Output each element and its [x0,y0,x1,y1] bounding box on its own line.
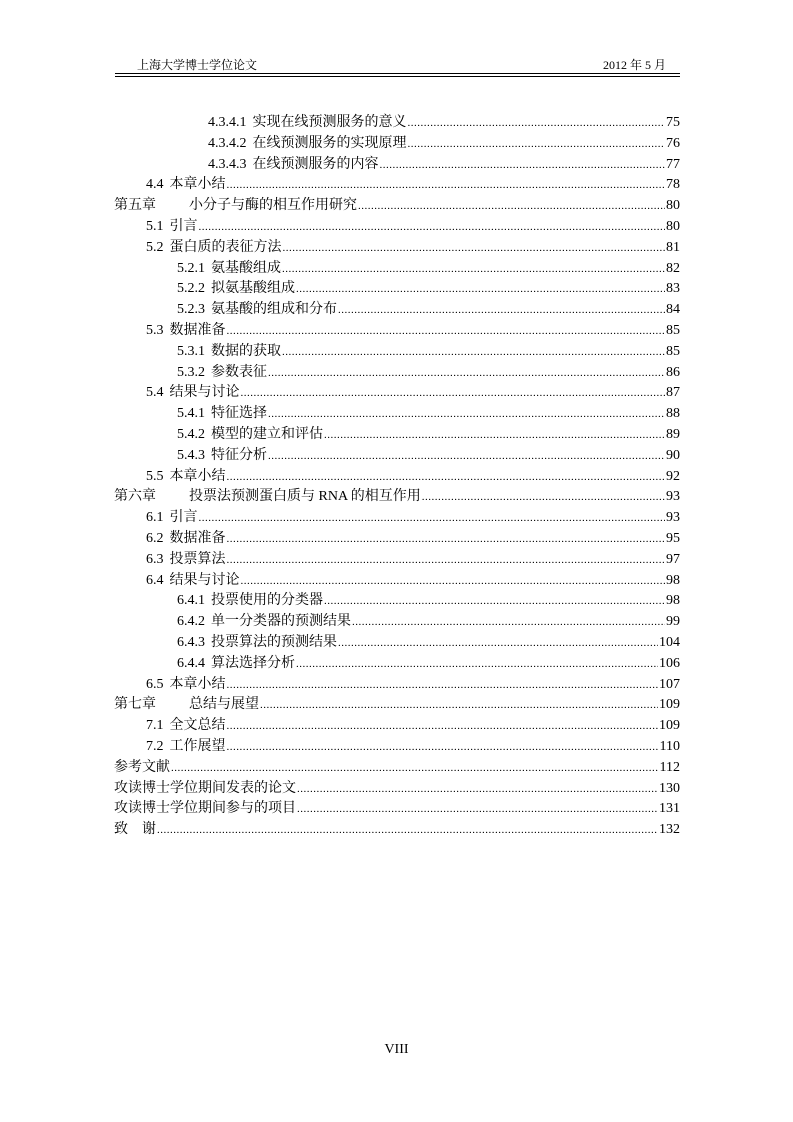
toc-entry-number: 6.1 [146,510,164,526]
toc-entry[interactable] [114,799,680,820]
toc-entry-number: 7.1 [146,718,164,734]
toc-entry-title: 实现在线预测服务的意义 [252,115,407,130]
toc-entry-title: 特征选择 [211,406,267,422]
toc-entry-number: 5.2.3 [177,302,205,318]
toc-entry-page: 75 [666,115,680,130]
toc-entry-title: 氨基酸的组成和分布 [211,302,337,318]
toc-entry-title: 蛋白质的表征方法 [169,239,282,255]
toc-entry-number: 5.5 [146,468,164,484]
toc-entry-number: 6.4 [146,572,164,588]
toc-leader-dots [227,529,666,550]
toc-leader-dots [227,321,666,342]
toc-leader-dots [380,155,666,176]
toc-leader-dots [324,591,665,612]
toc-entry[interactable] [114,716,680,737]
toc-entry-title: 投票使用的分类器 [211,593,323,609]
toc-entry[interactable] [114,591,680,612]
toc-entry[interactable] [114,175,680,196]
toc-entry-title: 引言 [169,510,198,526]
toc-entry-title: 小分子与酶的相互作用研究 [189,198,357,214]
toc-entry-page: 132 [659,822,680,838]
toc-entry-page: 106 [659,655,680,671]
toc-entry-number: 7.2 [146,738,164,754]
toc-entry-page: 85 [666,322,680,338]
toc-leader-dots [296,654,658,675]
toc-entry-title: 结果与讨论 [169,572,240,588]
toc-leader-dots [268,404,665,425]
toc-entry-title: 投票法预测蛋白质与 RNA 的相互作用 [189,489,421,505]
toc-entry-page: 110 [659,738,680,754]
toc-entry-title: 攻读博士学位期间发表的论文 [114,780,296,796]
toc-leader-dots [268,363,665,384]
toc-entry-title: 引言 [169,218,198,234]
toc-entry-number: 5.4 [146,385,164,401]
toc-entry[interactable] [114,321,680,342]
toc-entry-title: 总结与展望 [189,697,259,713]
toc-entry-number: 5.3 [146,322,164,338]
toc-entry[interactable] [114,383,680,404]
page-number: VIII [384,1042,409,1057]
toc-entry-page: 93 [666,510,680,526]
toc-entry-page: 77 [666,156,680,172]
toc-entry-page: 130 [659,780,680,796]
toc-leader-dots [408,134,666,155]
toc-leader-dots [241,571,666,592]
toc-leader-dots [408,113,666,134]
toc-entry-number: 4.4 [146,177,164,193]
toc-leader-dots [227,716,659,737]
toc-entry-number: 5.4.2 [177,426,205,442]
toc-entry-title: 投票算法的预测结果 [211,634,337,650]
toc-entry-title: 本章小结 [169,177,226,193]
toc-entry-number: 6.3 [146,551,164,567]
toc-entry-title: 本章小结 [169,468,226,484]
toc-entry[interactable] [114,737,680,758]
toc-entry-page: 109 [659,697,680,713]
toc-entry[interactable] [114,425,680,446]
toc-leader-dots [199,217,666,238]
toc-leader-dots [297,799,658,820]
toc-entry-title: 投票算法 [169,551,226,567]
toc-entry[interactable] [114,279,680,300]
header-rule-thin [115,76,680,77]
table-of-contents [114,113,680,841]
toc-leader-dots [338,300,665,321]
toc-entry-title: 模型的建立和评估 [211,426,323,442]
toc-entry-title: 氨基酸组成 [211,260,281,276]
toc-entry-title: 工作展望 [169,738,226,754]
toc-entry-page: 89 [666,426,680,442]
toc-entry[interactable] [114,487,680,508]
toc-leader-dots [422,487,665,508]
toc-entry[interactable] [114,550,680,571]
toc-entry[interactable] [114,238,680,259]
header-rule-thick [115,73,680,74]
toc-entry-title: 攻读博士学位期间参与的项目 [114,801,296,817]
toc-entry[interactable] [114,217,680,238]
toc-entry-title: 在线预测服务的内容 [252,156,379,172]
toc-entry-number: 5.3.1 [177,343,205,359]
toc-entry-number: 4.3.4.3 [208,156,247,172]
toc-entry[interactable] [114,363,680,384]
toc-entry[interactable] [114,508,680,529]
toc-leader-dots [241,383,666,404]
toc-entry[interactable] [114,155,680,176]
toc-entry-number: 4.3.4.2 [208,135,247,151]
toc-entry-page: 107 [659,676,680,692]
toc-entry-number: 5.1 [146,218,164,234]
toc-entry-page: 131 [659,801,680,817]
toc-entry-number: 5.2.1 [177,260,205,276]
toc-entry[interactable] [114,259,680,280]
toc-leader-dots [296,279,665,300]
toc-entry-title: 单一分类器的预测结果 [211,614,351,630]
toc-entry-number: 6.5 [146,676,164,692]
toc-entry[interactable] [114,612,680,633]
toc-entry-page: 104 [659,634,680,650]
toc-entry[interactable] [114,113,680,134]
toc-leader-dots [283,238,666,259]
toc-leader-dots [227,467,666,488]
toc-entry-number: 5.3.2 [177,364,205,380]
toc-entry-page: 98 [666,593,680,609]
toc-entry-page: 86 [666,364,680,380]
toc-leader-dots [352,612,665,633]
toc-entry-page: 99 [666,614,680,630]
toc-entry[interactable] [114,654,680,675]
toc-entry-title: 特征分析 [211,447,267,463]
toc-entry-page: 82 [666,260,680,276]
toc-entry[interactable] [114,695,680,716]
toc-entry-page: 81 [666,239,680,255]
toc-entry-number: 6.4.4 [177,655,205,671]
toc-entry-title: 本章小结 [169,676,226,692]
toc-entry-number: 5.4.1 [177,406,205,422]
toc-entry[interactable] [114,404,680,425]
toc-entry-page: 112 [659,759,680,775]
toc-entry[interactable] [114,633,680,654]
toc-leader-dots [260,695,658,716]
toc-leader-dots [282,342,665,363]
toc-entry[interactable] [114,446,680,467]
toc-leader-dots [268,446,665,467]
toc-leader-dots [338,633,658,654]
toc-entry-page: 84 [666,302,680,318]
toc-entry-page: 83 [666,281,680,297]
toc-entry-number: 5.2.2 [177,281,205,297]
toc-entry-page: 95 [666,530,680,546]
page-header [115,53,680,73]
toc-entry[interactable] [114,820,680,841]
toc-entry-title: 全文总结 [169,718,226,734]
toc-entry-title: 在线预测服务的实现原理 [252,135,407,151]
toc-entry-number: 5.4.3 [177,447,205,463]
toc-leader-dots [358,196,665,217]
toc-entry-number: 6.4.2 [177,614,205,630]
toc-entry[interactable] [114,342,680,363]
toc-entry-page: 78 [666,177,680,193]
toc-entry[interactable] [114,529,680,550]
toc-entry[interactable] [114,467,680,488]
toc-entry-page: 76 [666,135,680,151]
toc-entry-number: 4.3.4.1 [208,115,247,130]
toc-leader-dots [171,758,659,779]
toc-entry-number: 6.4.1 [177,593,205,609]
toc-leader-dots [297,779,658,800]
toc-entry-page: 109 [659,718,680,734]
toc-entry-page: 93 [666,489,680,505]
header-date: 2012 年 5 月 [602,58,666,72]
toc-entry-page: 88 [666,406,680,422]
toc-entry[interactable] [114,758,680,779]
toc-leader-dots [157,820,658,841]
toc-entry[interactable] [114,779,680,800]
toc-entry-page: 90 [666,447,680,463]
toc-leader-dots [227,737,659,758]
toc-entry-page: 87 [666,385,680,401]
toc-entry-number: 第五章 [114,198,156,214]
toc-leader-dots [199,508,666,529]
toc-leader-dots [282,259,665,280]
toc-entry-title: 参考文献 [114,759,170,775]
toc-entry-title: 结果与讨论 [169,385,240,401]
toc-entry-page: 98 [666,572,680,588]
toc-entry-number: 第七章 [114,697,156,713]
toc-entry-number: 6.4.3 [177,634,205,650]
toc-entry-number: 第六章 [114,489,156,505]
toc-leader-dots [324,425,665,446]
toc-entry-page: 80 [666,198,680,214]
toc-entry-page: 85 [666,343,680,359]
toc-entry[interactable] [114,196,680,217]
toc-entry-page: 92 [666,468,680,484]
toc-entry-title: 算法选择分析 [211,655,295,671]
toc-entry-page: 97 [666,551,680,567]
toc-leader-dots [227,175,666,196]
toc-leader-dots [227,550,666,571]
toc-entry[interactable] [114,571,680,592]
toc-leader-dots [227,675,659,696]
toc-entry-title: 参数表征 [211,364,267,380]
toc-entry-number: 5.2 [146,239,164,255]
toc-entry-title: 数据的获取 [211,343,281,359]
toc-entry-title: 数据准备 [169,530,226,546]
toc-entry-title: 数据准备 [169,322,226,338]
header-title: 上海大学博士学位论文 [137,58,258,72]
toc-entry-title: 拟氨基酸组成 [211,281,295,297]
toc-entry[interactable] [114,675,680,696]
toc-entry[interactable] [114,134,680,155]
toc-entry-number: 6.2 [146,530,164,546]
toc-entry-page: 80 [666,218,680,234]
toc-entry-title: 致 谢 [114,822,156,838]
toc-entry[interactable] [114,300,680,321]
